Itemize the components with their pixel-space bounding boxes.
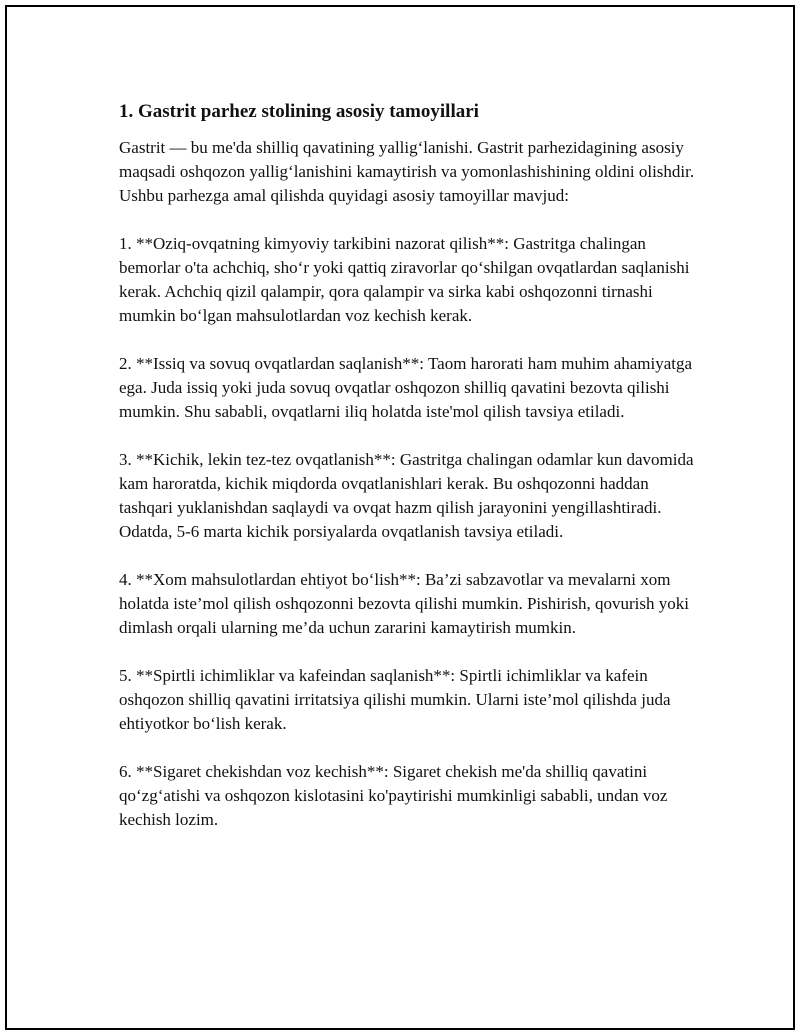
principle-2-paragraph: 2. **Issiq va sovuq ovqatlardan saqlanish**: Taom harorati ham muhim ahamiyatga ega. Juda issiq yoki juda sovuq ovqatlar oshqozon shilliq qavatini bezovta qilishi mumkin. Shu sababli, ovqatlarni iliq holatda iste'mol qilish tavsiya etiladi. <box>119 354 693 421</box>
principle-6-paragraph: 6. **Sigaret chekishdan voz kechish**: Sigaret chekish me'da shilliq qavatini qo‘zg‘atishi va oshqozon kislotasini ko'paytirishi mumkinligi sababli, undan voz kechish lozim. <box>119 762 668 829</box>
intro-paragraph: Gastrit — bu me'da shilliq qavatining yallig‘lanishi. Gastrit parhezidagining asosiy maqsadi oshqozon yallig‘lanishini kamaytirish va yomonlashishining oldini olishdir. Ushbu parhezga amal qilishda quyidagi asosiy tamoyillar mavjud: <box>119 138 695 205</box>
page-frame <box>5 5 795 1030</box>
principle-1-paragraph: 1. **Oziq-ovqatning kimyoviy tarkibini nazorat qilish**: Gastritga chalingan bemorlar o'ta achchiq, sho‘r yoki qattiq ziravorlar qo‘shilgan ovqatlardan saqlanishi kerak. Achchiq qizil qalampir, qora qalampir va sirka kabi oshqozonni tirnashi mumkin bo‘lgan mahsulotlardan voz kechish kerak. <box>119 234 690 325</box>
principle-3-paragraph: 3. **Kichik, lekin tez-tez ovqatlanish**: Gastritga chalingan odamlar kun davomida kam haroratda, kichik miqdorda ovqatlanishlari kerak. Bu oshqozonni haddan tashqari yuklanishdan saqlaydi va ovqat hazm qilish jarayonini yengillashtiradi. Odatda, 5-6 marta kichik porsiyalarda ovqatlanish tavsiya etiladi. <box>119 450 694 541</box>
document-body <box>119 99 699 856</box>
section-heading: 1. Gastrit parhez stolining asosiy tamoyillari <box>119 101 479 122</box>
principle-5-paragraph: 5. **Spirtli ichimliklar va kafeindan saqlanish**: Spirtli ichimliklar va kafein oshqozon shilliq qavatini irritatsiya qilishi mumkin. Ularni iste’mol qilishda juda ehtiyotkor bo‘lish kerak. <box>119 666 671 733</box>
principle-4-paragraph: 4. **Xom mahsulotlardan ehtiyot bo‘lish**: Ba’zi sabzavotlar va mevalarni xom holatda iste’mol qilish oshqozonni bezovta qilishi mumkin. Pishirish, qovurish yoki dimlash orqali ularning me’da uchun zararini kamaytirish mumkin. <box>119 570 689 637</box>
